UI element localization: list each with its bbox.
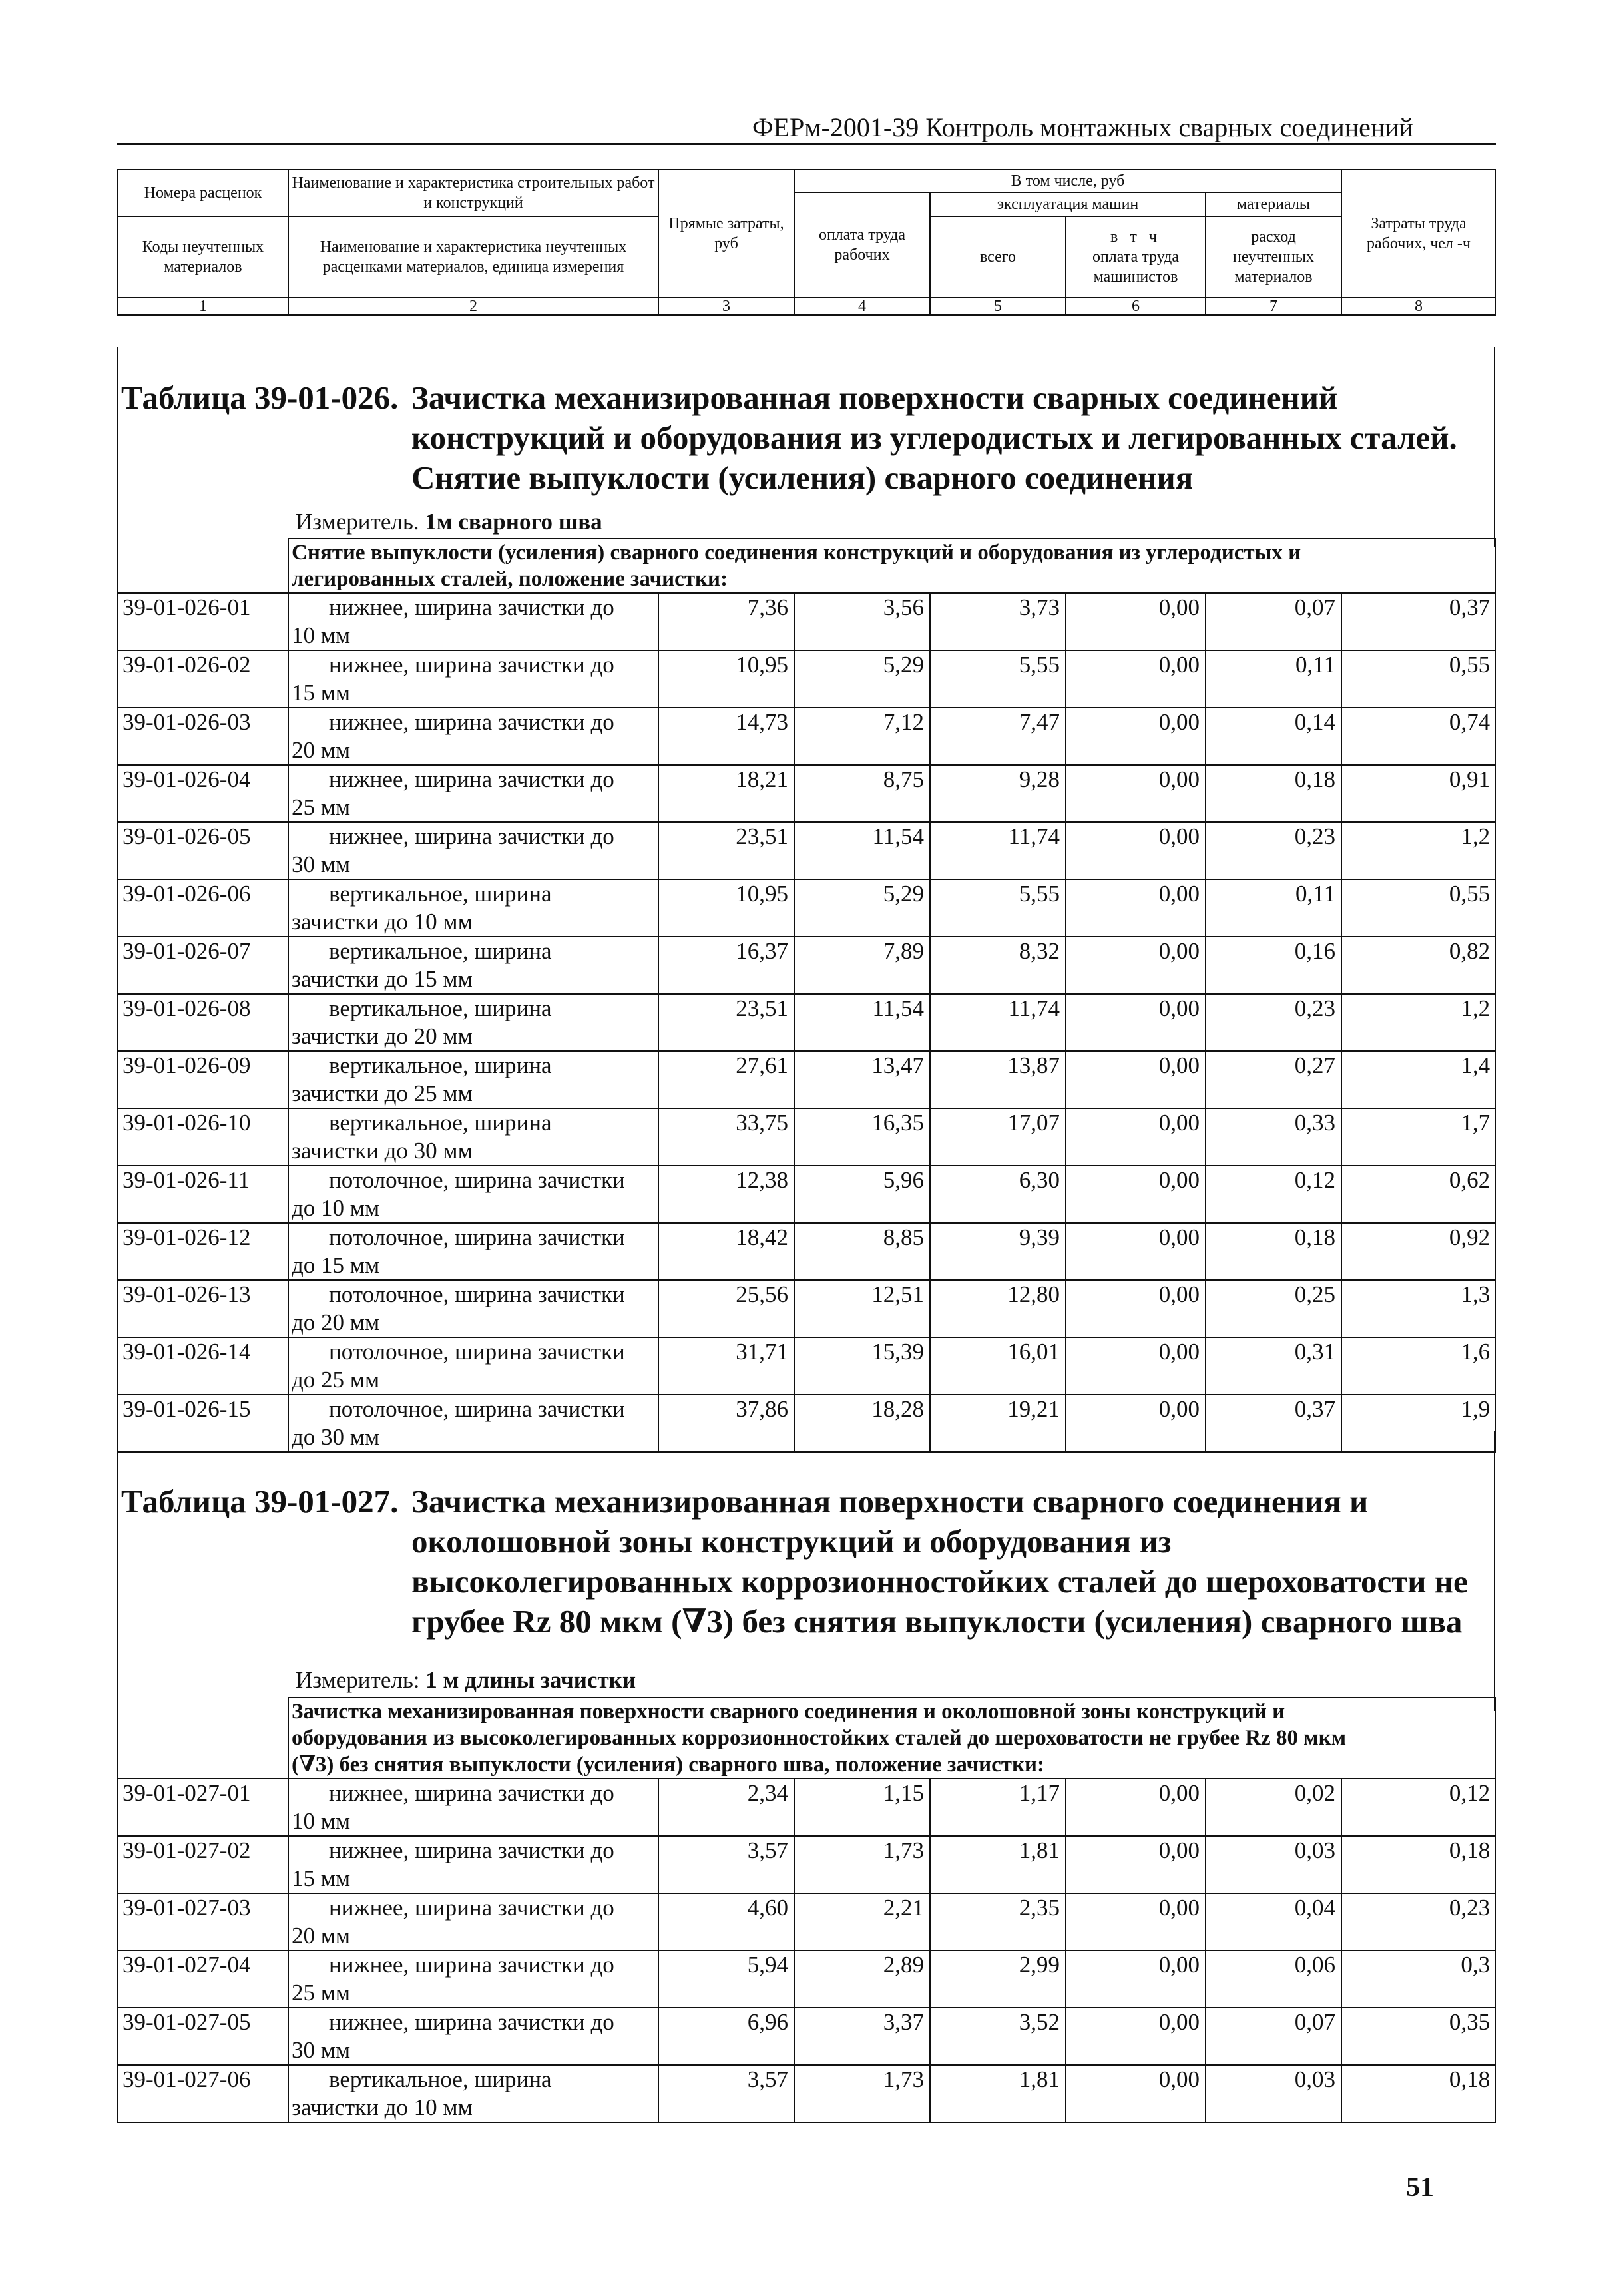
rate-code-cell: 39-01-027-03 [118,1893,288,1951]
materials-cell: 0,11 [1206,650,1341,708]
work-name-cell: нижнее, ширина зачистки до 30 мм [288,822,658,879]
machinists-wages-cell: 0,00 [1066,1395,1206,1452]
rate-code-cell: 39-01-026-09 [118,1051,288,1108]
labor-costs-cell: 1,9 [1341,1395,1496,1452]
work-name-cell: нижнее, ширина зачистки до 10 мм [288,1779,658,1836]
direct-costs-cell: 18,21 [658,765,794,822]
rate-code-cell: 39-01-027-05 [118,2008,288,2065]
materials-cell: 0,27 [1206,1051,1341,1108]
machines-cell: 5,55 [930,879,1066,937]
table-027-measure: Измеритель: 1 м длины зачистки [296,1667,636,1693]
table-row [118,1779,1496,1836]
machines-cell: 9,39 [930,1223,1066,1280]
direct-costs-cell: 33,75 [658,1108,794,1166]
machinists-wages-cell: 0,00 [1066,2008,1206,2065]
table-row [118,1951,1496,2008]
table-row [118,879,1496,937]
header-direct-costs: Прямые затраты, руб [658,170,794,298]
labor-costs-cell: 1,3 [1341,1280,1496,1337]
labor-costs-cell: 0,74 [1341,708,1496,765]
wages-cell: 12,51 [794,1280,930,1337]
table-026-caption-frame [117,347,1495,547]
wages-cell: 13,47 [794,1051,930,1108]
header-materials: материалы [1206,192,1341,216]
rate-code-cell: 39-01-027-04 [118,1951,288,2008]
machinists-wages-cell: 0,00 [1066,1893,1206,1951]
table-027-title-line: околошовной зоны конструкций и оборудования из [411,1523,1172,1560]
work-name-cell: потолочное, ширина зачистки до 20 мм [288,1280,658,1337]
rate-code-cell: 39-01-026-14 [118,1337,288,1395]
header-rate-numbers: Номера расценок [118,170,288,216]
rate-code-cell: 39-01-026-04 [118,765,288,822]
machinists-wages-cell: 0,00 [1066,765,1206,822]
direct-costs-cell: 10,95 [658,650,794,708]
column-number-5: 5 [930,298,1066,315]
table-row [118,650,1496,708]
labor-costs-cell: 0,12 [1341,1779,1496,1836]
wages-cell: 7,89 [794,937,930,994]
materials-cell: 0,33 [1206,1108,1341,1166]
rate-code-cell: 39-01-026-07 [118,937,288,994]
table-026-measure: Измеритель. 1м сварного шва [296,509,602,535]
machinists-wages-cell: 0,00 [1066,708,1206,765]
direct-costs-cell: 23,51 [658,994,794,1051]
table-row [118,1166,1496,1223]
direct-costs-cell: 3,57 [658,2065,794,2122]
direct-costs-cell: 23,51 [658,822,794,879]
table-row [118,1223,1496,1280]
table-row [118,1337,1496,1395]
rate-code-cell: 39-01-026-01 [118,593,288,650]
column-number-1: 1 [118,298,288,315]
rate-code-cell: 39-01-026-13 [118,1280,288,1337]
table-026-title-line: конструкций и оборудования из углеродистых и легированных сталей. [411,419,1457,456]
column-number-4: 4 [794,298,930,315]
wages-cell: 1,73 [794,1836,930,1893]
work-name-cell: потолочное, ширина зачистки до 30 мм [288,1395,658,1452]
machines-cell: 17,07 [930,1108,1066,1166]
header-material-codes: Коды неучтенных материалов [118,216,288,298]
table-row [118,1836,1496,1893]
group-spacer [118,539,288,593]
direct-costs-cell: 37,86 [658,1395,794,1452]
table-026-title-line: Зачистка механизированная поверхности сварных соединений [411,379,1338,416]
table-row [118,994,1496,1051]
labor-costs-cell: 0,55 [1341,650,1496,708]
work-name-cell: потолочное, ширина зачистки до 10 мм [288,1166,658,1223]
table-row [118,822,1496,879]
machines-cell: 12,80 [930,1280,1066,1337]
materials-cell: 0,04 [1206,1893,1341,1951]
labor-costs-cell: 1,6 [1341,1337,1496,1395]
direct-costs-cell: 2,34 [658,1779,794,1836]
wages-cell: 18,28 [794,1395,930,1452]
header-machine-operation: эксплуатация машин [930,192,1206,216]
machines-cell: 7,47 [930,708,1066,765]
work-name-cell: вертикальное, ширина зачистки до 15 мм [288,937,658,994]
direct-costs-cell: 7,36 [658,593,794,650]
machines-cell: 8,32 [930,937,1066,994]
work-name-cell: нижнее, ширина зачистки до 15 мм [288,1836,658,1893]
direct-costs-cell: 4,60 [658,1893,794,1951]
column-number-2: 2 [288,298,658,315]
direct-costs-cell: 25,56 [658,1280,794,1337]
wages-cell: 2,21 [794,1893,930,1951]
materials-cell: 0,37 [1206,1395,1341,1452]
direct-costs-cell: 31,71 [658,1337,794,1395]
work-name-cell: вертикальное, ширина зачистки до 30 мм [288,1108,658,1166]
column-header-table [117,169,1496,316]
table-row [118,2065,1496,2122]
materials-cell: 0,18 [1206,765,1341,822]
labor-costs-cell: 1,2 [1341,822,1496,879]
machinists-wages-cell: 0,00 [1066,822,1206,879]
wages-cell: 3,37 [794,2008,930,2065]
wages-cell: 5,29 [794,879,930,937]
wages-cell: 16,35 [794,1108,930,1166]
materials-cell: 0,25 [1206,1280,1341,1337]
table-027 [117,1697,1496,2123]
machines-cell: 1,81 [930,2065,1066,2122]
wages-cell: 1,73 [794,2065,930,2122]
machines-cell: 11,74 [930,994,1066,1051]
table-026-number: Таблица 39-01-026. [121,379,399,416]
wages-cell: 8,85 [794,1223,930,1280]
materials-cell: 0,16 [1206,937,1341,994]
machines-cell: 1,17 [930,1779,1066,1836]
machinists-wages-cell: 0,00 [1066,994,1206,1051]
direct-costs-cell: 5,94 [658,1951,794,2008]
work-name-cell: потолочное, ширина зачистки до 25 мм [288,1337,658,1395]
labor-costs-cell: 0,37 [1341,593,1496,650]
wages-cell: 1,15 [794,1779,930,1836]
wages-cell: 2,89 [794,1951,930,2008]
machinists-wages-cell: 0,00 [1066,1280,1206,1337]
table-row [118,765,1496,822]
header-material-description: Наименование и характеристика неучтенных расценками материалов, единица измерения [288,216,658,298]
work-name-cell: вертикальное, ширина зачистки до 10 мм [288,2065,658,2122]
machines-cell: 3,52 [930,2008,1066,2065]
table-026-title-line: Снятие выпуклости (усиления) сварного соединения [411,459,1194,496]
rate-code-cell: 39-01-026-12 [118,1223,288,1280]
machinists-wages-cell: 0,00 [1066,1223,1206,1280]
column-number-7: 7 [1206,298,1341,315]
labor-costs-cell: 1,2 [1341,994,1496,1051]
table-026 [117,538,1496,1453]
machinists-wages-cell: 0,00 [1066,937,1206,994]
table-027-group-heading: Зачистка механизированная поверхности сварного соединения и околошовной зоны конструкций и оборудования из высоколегированных коррозионностойких сталей до шероховатости не грубее Rz 80 мкм (∇3) без снятия выпуклости (усиления) сварного шва, положение зачистки: [288,1698,1496,1779]
column-number-3: 3 [658,298,794,315]
rate-code-cell: 39-01-027-06 [118,2065,288,2122]
direct-costs-cell: 14,73 [658,708,794,765]
machines-cell: 9,28 [930,765,1066,822]
machines-cell: 19,21 [930,1395,1066,1452]
materials-cell: 0,14 [1206,708,1341,765]
table-027-number: Таблица 39-01-027. [121,1483,399,1520]
rate-code-cell: 39-01-026-03 [118,708,288,765]
labor-costs-cell: 0,82 [1341,937,1496,994]
rate-code-cell: 39-01-026-15 [118,1395,288,1452]
wages-cell: 11,54 [794,994,930,1051]
materials-cell: 0,23 [1206,994,1341,1051]
machines-cell: 1,81 [930,1836,1066,1893]
machinists-wages-cell: 0,00 [1066,1166,1206,1223]
machinists-wages-cell: 0,00 [1066,879,1206,937]
rate-code-cell: 39-01-026-02 [118,650,288,708]
materials-cell: 0,02 [1206,1779,1341,1836]
wages-cell: 15,39 [794,1337,930,1395]
labor-costs-cell: 0,18 [1341,2065,1496,2122]
group-spacer [118,1698,288,1779]
rate-code-cell: 39-01-026-10 [118,1108,288,1166]
header-labor-costs: Затраты труда рабочих, чел -ч [1341,170,1496,298]
machines-cell: 13,87 [930,1051,1066,1108]
materials-cell: 0,31 [1206,1337,1341,1395]
work-name-cell: нижнее, ширина зачистки до 25 мм [288,1951,658,2008]
table-row [118,2008,1496,2065]
rate-code-cell: 39-01-026-06 [118,879,288,937]
direct-costs-cell: 12,38 [658,1166,794,1223]
table-027-caption-frame [117,1465,1495,1711]
table-027-title-line: Зачистка механизированная поверхности сварного соединения и [411,1483,1369,1520]
labor-costs-cell: 0,35 [1341,2008,1496,2065]
direct-costs-cell: 16,37 [658,937,794,994]
running-header: ФЕРм-2001-39 Контроль монтажных сварных соединений [752,113,1414,142]
machinists-wages-cell: 0,00 [1066,650,1206,708]
machinists-wages-cell: 0,00 [1066,1836,1206,1893]
direct-costs-cell: 10,95 [658,879,794,937]
materials-cell: 0,18 [1206,1223,1341,1280]
machinists-wages-cell: 0,00 [1066,1951,1206,2008]
wages-cell: 3,56 [794,593,930,650]
machines-cell: 16,01 [930,1337,1066,1395]
page-number: 51 [1406,2172,1434,2203]
header-material-use: расход неучтенных материалов [1206,216,1341,298]
work-name-cell: вертикальное, ширина зачистки до 25 мм [288,1051,658,1108]
labor-costs-cell: 1,4 [1341,1051,1496,1108]
work-name-cell: нижнее, ширина зачистки до 25 мм [288,765,658,822]
wages-cell: 5,29 [794,650,930,708]
machines-cell: 3,73 [930,593,1066,650]
table-row [118,1280,1496,1337]
header-including: В том числе, руб [794,170,1341,192]
work-name-cell: потолочное, ширина зачистки до 15 мм [288,1223,658,1280]
labor-costs-cell: 0,62 [1341,1166,1496,1223]
machinists-wages-cell: 0,00 [1066,1779,1206,1836]
labor-costs-cell: 1,7 [1341,1108,1496,1166]
work-name-cell: нижнее, ширина зачистки до 20 мм [288,1893,658,1951]
rate-code-cell: 39-01-026-05 [118,822,288,879]
materials-cell: 0,11 [1206,879,1341,937]
materials-cell: 0,07 [1206,2008,1341,2065]
rate-code-cell: 39-01-026-11 [118,1166,288,1223]
machinists-wages-cell: 0,00 [1066,1337,1206,1395]
work-name-cell: нижнее, ширина зачистки до 30 мм [288,2008,658,2065]
materials-cell: 0,03 [1206,1836,1341,1893]
materials-cell: 0,23 [1206,822,1341,879]
column-number-8: 8 [1341,298,1496,315]
materials-cell: 0,12 [1206,1166,1341,1223]
table-row [118,1051,1496,1108]
machines-cell: 2,99 [930,1951,1066,2008]
work-name-cell: нижнее, ширина зачистки до 15 мм [288,650,658,708]
labor-costs-cell: 0,23 [1341,1893,1496,1951]
rate-code-cell: 39-01-027-02 [118,1836,288,1893]
labor-costs-cell: 0,18 [1341,1836,1496,1893]
wages-cell: 8,75 [794,765,930,822]
rate-code-cell: 39-01-027-01 [118,1779,288,1836]
labor-costs-cell: 0,92 [1341,1223,1496,1280]
header-wages: оплата труда рабочих [794,192,930,298]
machinists-wages-cell: 0,00 [1066,1051,1206,1108]
header-machinists-wages: в т ч оплата труда машинистов [1066,216,1206,298]
direct-costs-cell: 18,42 [658,1223,794,1280]
machinists-wages-cell: 0,00 [1066,1108,1206,1166]
header-rule [117,143,1496,145]
work-name-cell: вертикальное, ширина зачистки до 20 мм [288,994,658,1051]
wages-cell: 7,12 [794,708,930,765]
rate-code-cell: 39-01-026-08 [118,994,288,1051]
work-name-cell: нижнее, ширина зачистки до 10 мм [288,593,658,650]
header-work-description: Наименование и характеристика строительных работ и конструкций [288,170,658,216]
header-machines-total: всего [930,216,1066,298]
direct-costs-cell: 27,61 [658,1051,794,1108]
table-027-title-line: высоколегированных коррозионностойких сталей до шероховатости не [411,1563,1468,1600]
labor-costs-cell: 0,55 [1341,879,1496,937]
machinists-wages-cell: 0,00 [1066,2065,1206,2122]
materials-cell: 0,03 [1206,2065,1341,2122]
machines-cell: 5,55 [930,650,1066,708]
direct-costs-cell: 6,96 [658,2008,794,2065]
machines-cell: 11,74 [930,822,1066,879]
labor-costs-cell: 0,3 [1341,1951,1496,2008]
table-row [118,593,1496,650]
table-row [118,1108,1496,1166]
labor-costs-cell: 0,91 [1341,765,1496,822]
machinists-wages-cell: 0,00 [1066,593,1206,650]
table-026-group-heading: Снятие выпуклости (усиления) сварного соединения конструкций и оборудования из углеродистых и легированных сталей, положение зачистки: [288,539,1496,593]
table-027-title-line: грубее Rz 80 мкм (∇3) без снятия выпуклости (усиления) сварного шва [411,1603,1463,1640]
wages-cell: 5,96 [794,1166,930,1223]
materials-cell: 0,07 [1206,593,1341,650]
machines-cell: 2,35 [930,1893,1066,1951]
materials-cell: 0,06 [1206,1951,1341,2008]
column-number-6: 6 [1066,298,1206,315]
table-row [118,937,1496,994]
direct-costs-cell: 3,57 [658,1836,794,1893]
machines-cell: 6,30 [930,1166,1066,1223]
table-row [118,1893,1496,1951]
table-row [118,708,1496,765]
work-name-cell: нижнее, ширина зачистки до 20 мм [288,708,658,765]
work-name-cell: вертикальное, ширина зачистки до 10 мм [288,879,658,937]
wages-cell: 11,54 [794,822,930,879]
